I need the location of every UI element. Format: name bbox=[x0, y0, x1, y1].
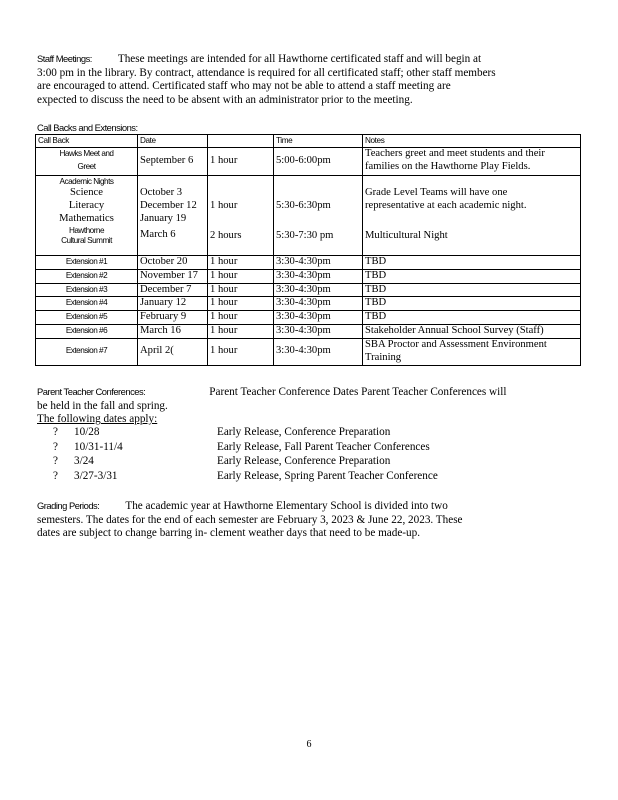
row-label: Extension #6 bbox=[36, 324, 138, 338]
row-time: 5:30-6:30pm 5:30-7:30 pm bbox=[274, 176, 363, 256]
row-time: 3:30-4:30pm bbox=[274, 283, 363, 297]
row-date: February 9 bbox=[138, 311, 208, 325]
table-row bbox=[36, 269, 581, 283]
row-label: Extension #3 bbox=[36, 283, 138, 297]
row-label: Academic Nights Science Literacy Mathematics Hawthorne Cultural Summit bbox=[36, 176, 138, 256]
conferences-line-3: The following dates apply: bbox=[37, 413, 158, 426]
list-item bbox=[50, 441, 550, 456]
grading-line-2: semesters. The dates for the end of each semester are February 3, 2023 & June 22, 2023. These bbox=[37, 513, 463, 526]
row-time: 3:30-4:30pm bbox=[274, 324, 363, 338]
row-time: 3:30-4:30pm bbox=[274, 311, 363, 325]
list-item bbox=[50, 470, 550, 485]
list-item-text: Early Release, Conference Preparation bbox=[217, 455, 391, 468]
table-row bbox=[36, 148, 581, 176]
row-date: December 7 bbox=[138, 283, 208, 297]
row-date: September 6 bbox=[138, 148, 208, 176]
row-duration: 1 hour bbox=[208, 324, 274, 338]
bullet: ? bbox=[53, 426, 58, 438]
grading-label: Grading Periods: bbox=[37, 500, 100, 511]
header-duration bbox=[208, 135, 274, 148]
row-date: January 12 bbox=[138, 297, 208, 311]
callbacks-table bbox=[35, 134, 581, 366]
row-time: 3:30-4:30pm bbox=[274, 256, 363, 270]
row-notes: TBD bbox=[363, 283, 581, 297]
grading-section bbox=[37, 499, 557, 541]
page-number: 6 bbox=[306, 739, 312, 750]
conferences-label: Parent Teacher Conferences: bbox=[37, 386, 146, 397]
header-date: Date bbox=[138, 135, 208, 148]
row-notes: TBD bbox=[363, 256, 581, 270]
row-notes: TBD bbox=[363, 297, 581, 311]
header-time: Time bbox=[274, 135, 363, 148]
list-item-date: 10/28 bbox=[74, 426, 100, 438]
row-duration: 1 hour bbox=[208, 338, 274, 365]
row-time: 3:30-4:30pm bbox=[274, 297, 363, 311]
row-duration: 1 hour bbox=[208, 311, 274, 325]
table-row bbox=[36, 176, 581, 256]
table-row bbox=[36, 297, 581, 311]
staff-meetings-line-3: are encouraged to attend. Certificated staff who may not be able to attend a staff meeting are bbox=[37, 80, 451, 93]
callbacks-title: Call Backs and Extensions: bbox=[37, 122, 138, 133]
list-item-text: Early Release, Spring Parent Teacher Conference bbox=[217, 469, 438, 482]
row-date: October 3 December 12 January 19 March 6 bbox=[138, 176, 208, 256]
list-item-text: Early Release, Conference Preparation bbox=[217, 426, 391, 438]
list-item bbox=[50, 426, 550, 441]
list-item-text: Early Release, Fall Parent Teacher Conferences bbox=[217, 440, 430, 453]
bullet: ? bbox=[53, 455, 58, 468]
list-item bbox=[50, 455, 550, 470]
table-row bbox=[36, 311, 581, 325]
row-date: November 17 bbox=[138, 269, 208, 283]
row-time: 3:30-4:30pm bbox=[274, 338, 363, 365]
list-item-date: 3/24 bbox=[74, 455, 94, 468]
row-label: Extension #5 bbox=[36, 311, 138, 325]
row-duration: 1 hour bbox=[208, 148, 274, 176]
row-duration: 1 hour bbox=[208, 297, 274, 311]
staff-meetings-line-1: These meetings are intended for all Hawthorne certificated staff and will begin at bbox=[117, 53, 482, 65]
header-notes: Notes bbox=[363, 135, 581, 148]
table-row bbox=[36, 256, 581, 270]
row-notes: Stakeholder Annual School Survey (Staff) bbox=[363, 324, 581, 338]
table-row bbox=[36, 324, 581, 338]
conference-dates-list bbox=[50, 426, 550, 484]
list-item-date: 3/27-3/31 bbox=[74, 469, 118, 482]
row-duration: 1 hour bbox=[208, 256, 274, 270]
staff-meetings-line-2: 3:00 pm in the library. By contract, attendance is required for all certificated staff; other staff members bbox=[37, 66, 496, 79]
staff-meetings-section bbox=[37, 52, 557, 107]
row-date: March 16 bbox=[138, 324, 208, 338]
staff-meetings-label: Staff Meetings: bbox=[37, 53, 92, 64]
row-time: 3:30-4:30pm bbox=[274, 269, 363, 283]
row-notes: Grade Level Teams will have one representative at each academic night. Multicultural Night bbox=[363, 176, 581, 256]
row-date: October 20 bbox=[138, 256, 208, 270]
row-duration: 1 hour bbox=[208, 283, 274, 297]
conferences-section bbox=[37, 385, 557, 427]
table-row bbox=[36, 338, 581, 365]
staff-meetings-line-4: expected to discuss the need to be absent with an administrator prior to the meeting. bbox=[37, 93, 413, 106]
grading-line-1: The academic year at Hawthorne Elementary School is divided into two bbox=[125, 500, 448, 512]
bullet: ? bbox=[53, 469, 58, 482]
conferences-line-1: Parent Teacher Conference Dates Parent Teacher Conferences will bbox=[209, 386, 507, 398]
table-row bbox=[36, 283, 581, 297]
grading-line-3: dates are subject to change barring in- clement weather days that need to be made-up. bbox=[37, 527, 421, 540]
list-item-date: 10/31-11/4 bbox=[74, 440, 123, 453]
header-call-back: Call Back bbox=[36, 135, 138, 148]
row-duration: 1 hour 2 hours bbox=[208, 176, 274, 256]
row-notes: TBD bbox=[363, 269, 581, 283]
row-date: April 2( bbox=[138, 338, 208, 365]
table-header-row bbox=[36, 135, 581, 148]
row-time: 5:00-6:00pm bbox=[274, 148, 363, 176]
row-label: Extension #7 bbox=[36, 338, 138, 365]
row-notes: SBA Proctor and Assessment Environment Training bbox=[363, 338, 581, 365]
row-label: Extension #4 bbox=[36, 297, 138, 311]
row-label: Extension #1 bbox=[36, 256, 138, 270]
conferences-line-2: be held in the fall and spring. bbox=[37, 399, 168, 412]
row-duration: 1 hour bbox=[208, 269, 274, 283]
row-label: Hawks Meet and Greet bbox=[36, 148, 138, 176]
row-notes: TBD bbox=[363, 311, 581, 325]
row-notes: Teachers greet and meet students and their families on the Hawthorne Play Fields. bbox=[363, 148, 581, 176]
bullet: ? bbox=[53, 440, 58, 453]
row-label: Extension #2 bbox=[36, 269, 138, 283]
